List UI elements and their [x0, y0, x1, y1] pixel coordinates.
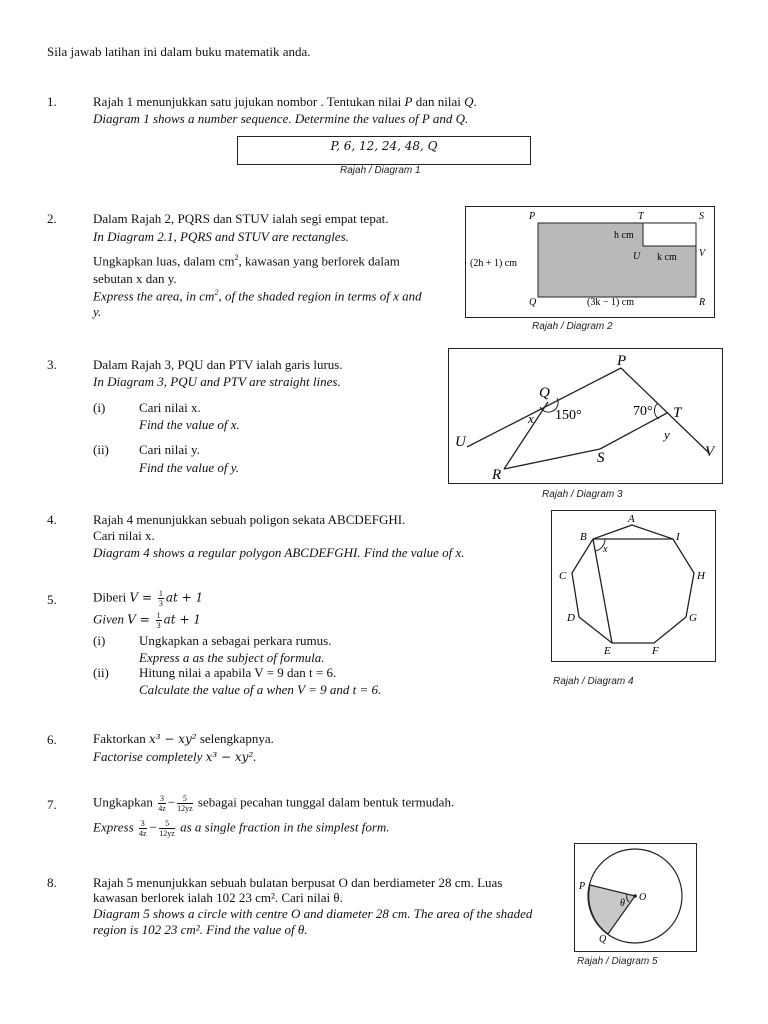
d2-label-h: h cm: [614, 230, 634, 241]
d4-label-F: F: [652, 645, 659, 657]
d2-label-S: S: [699, 211, 704, 222]
q3-ii-number: (ii): [93, 442, 109, 457]
q5-number: 5.: [47, 592, 57, 607]
d4-label-A: A: [628, 513, 635, 525]
intro-text: Sila jawab latihan ini dalam buku matematik anda.: [47, 44, 311, 59]
q3-i-ms: Cari nilai x.: [139, 400, 201, 415]
d4-label-I: I: [676, 531, 680, 543]
q4-ms-1: Rajah 4 menunjukkan sebuah poligon sekata ABCDEFGHI.: [93, 512, 406, 527]
d4-label-x: x: [603, 544, 608, 555]
q2-caption: Rajah / Diagram 2: [532, 321, 613, 332]
q2-ms-3: sebutan x dan y.: [93, 271, 177, 286]
q6-number: 6.: [47, 732, 57, 747]
diagram-4: [551, 510, 716, 662]
d2-label-k: k cm: [657, 252, 677, 263]
d3-label-S: S: [597, 450, 605, 466]
q4-ms-2: Cari nilai x.: [93, 528, 155, 543]
q5-ms: Diberi V = $\frac{1}{3}$ at + 1: [93, 589, 204, 608]
q8-ms-1: Rajah 5 menunjukkan sebuah bulatan berpusat O dan berdiameter 28 cm. Luas: [93, 875, 503, 890]
q3-number: 3.: [47, 357, 57, 372]
q1-text-ms: Rajah 1 menunjukkan satu jujukan nombor . Tentukan nilai P dan nilai Q.: [93, 94, 477, 109]
q1-sequence-box: [237, 136, 531, 165]
d3-label-U: U: [455, 434, 466, 450]
d2-label-bottom: (3k − 1) cm: [587, 297, 635, 308]
d2-label-P: P: [529, 211, 536, 222]
d5-label-Q: Q: [599, 934, 607, 945]
d5-label-P: P: [579, 881, 586, 892]
d3-label-70: 70°: [633, 404, 653, 419]
d3-label-R: R: [492, 467, 502, 483]
q1-text-en: Diagram 1 shows a number sequence. Determine the values of P and Q.: [93, 111, 469, 126]
q2-ms-2: Ungkapkan luas, dalam $cm^2$, kawasan yang berlorek dalam: [93, 253, 400, 269]
center-dot: [633, 894, 637, 898]
q3-i-en: Find the value of x.: [139, 417, 240, 432]
q4-caption: Rajah / Diagram 4: [553, 676, 634, 687]
q3-ii-ms: Cari nilai y.: [139, 442, 200, 457]
d3-label-x: x: [528, 411, 534, 426]
line-qr: [504, 402, 548, 469]
d2-label-Q: Q: [529, 297, 537, 308]
q2-en-2: Express the area, in $cm^2$, of the shaded region in terms of x and: [93, 288, 422, 304]
diagram-5: [574, 843, 697, 952]
q4-en: Diagram 4 shows a regular polygon ABCDEFGHI. Find the value of x.: [93, 545, 465, 560]
d4-label-G: G: [689, 612, 697, 624]
q3-caption: Rajah / Diagram 3: [542, 489, 623, 500]
q5-i-ms: Ungkapkan a sebagai perkara rumus.: [139, 633, 332, 648]
q1-sequence: P, 6, 12, 24, 48, Q: [330, 139, 438, 153]
q8-number: 8.: [47, 875, 57, 890]
d4-label-C: C: [559, 570, 567, 582]
q5-ii-ms: Hitung nilai a apabila V = 9 dan t = 6.: [139, 665, 337, 680]
q4-number: 4.: [47, 512, 57, 527]
q7-en: Express $\frac{3}{4z}$ − $\frac{5}{12yz}$ as a single fraction in the simplest form.: [93, 819, 390, 838]
d4-label-D: D: [567, 612, 575, 624]
d3-label-Q: Q: [539, 385, 550, 401]
d4-label-B: B: [580, 531, 587, 543]
q8-ms-2: kawasan berlorek ialah 102 23 cm². Cari nilai θ.: [93, 890, 343, 905]
d4-label-E: E: [604, 645, 611, 657]
diagram-5-svg: [575, 844, 696, 951]
diagram-3-svg: [449, 349, 722, 483]
q3-ii-en: Find the value of y.: [139, 460, 240, 475]
d4-label-H: H: [697, 570, 705, 582]
d3-label-T: T: [673, 405, 682, 421]
d3-label-V: V: [705, 444, 715, 460]
q7-ms: Ungkapkan $\frac{3}{4z}$ − $\frac{5}{12yz}$ sebagai pecahan tunggal dalam bentuk termudah.: [93, 794, 455, 813]
diagram-2-svg: [466, 207, 714, 317]
q3-i-number: (i): [93, 400, 106, 415]
q8-caption: Rajah / Diagram 5: [577, 956, 658, 967]
arc-70: [654, 403, 659, 419]
diagram-2: [465, 206, 715, 318]
q5-i-en: Express a as the subject of formula.: [139, 650, 325, 665]
q6-ms: Faktorkan x³ − xy² selengkapnya.: [93, 731, 274, 746]
d2-label-V: V: [699, 248, 706, 259]
diagram-4-svg: [552, 511, 715, 661]
diagram-3: [448, 348, 723, 484]
line-rs: [504, 449, 600, 469]
q8-en-1: Diagram 5 shows a circle with centre O and diameter 28 cm. The area of the shaded: [93, 906, 533, 921]
shaded-sector: [589, 885, 635, 934]
d2-label-T: T: [638, 211, 644, 222]
d3-label-P: P: [617, 353, 627, 369]
d5-label-theta: θ: [620, 898, 625, 909]
q5-ii-en: Calculate the value of a when V = 9 and t = 6.: [139, 682, 382, 697]
q5-en: Given V = $\frac{1}{3}$ at + 1: [93, 611, 201, 630]
q2-en-3: y.: [93, 304, 102, 319]
q5-i-number: (i): [93, 633, 106, 648]
d3-label-y: y: [664, 427, 670, 442]
q7-number: 7.: [47, 797, 57, 812]
q5-ii-number: (ii): [93, 665, 109, 680]
q3-en-1: In Diagram 3, PQU and PTV are straight lines.: [93, 374, 341, 389]
q2-en-1: In Diagram 2.1, PQRS and STUV are rectangles.: [93, 229, 349, 244]
d2-label-R: R: [699, 297, 706, 308]
q3-ms-1: Dalam Rajah 3, PQU dan PTV ialah garis lurus.: [93, 357, 343, 372]
d2-label-U: U: [633, 251, 641, 262]
d2-label-left: (2h + 1) cm: [470, 258, 518, 269]
q8-en-2: region is 102 23 cm². Find the value of θ.: [93, 922, 308, 937]
q2-ms-1: Dalam Rajah 2, PQRS dan STUV ialah segi empat tepat.: [93, 211, 389, 226]
rect-stuv: [643, 223, 696, 246]
d5-label-O: O: [639, 892, 647, 903]
q2-number: 2.: [47, 211, 57, 226]
d3-label-150: 150°: [555, 408, 582, 423]
q6-en: Factorise completely x³ − xy².: [93, 749, 257, 764]
q1-number: 1.: [47, 94, 57, 109]
q1-caption: Rajah / Diagram 1: [340, 165, 421, 176]
